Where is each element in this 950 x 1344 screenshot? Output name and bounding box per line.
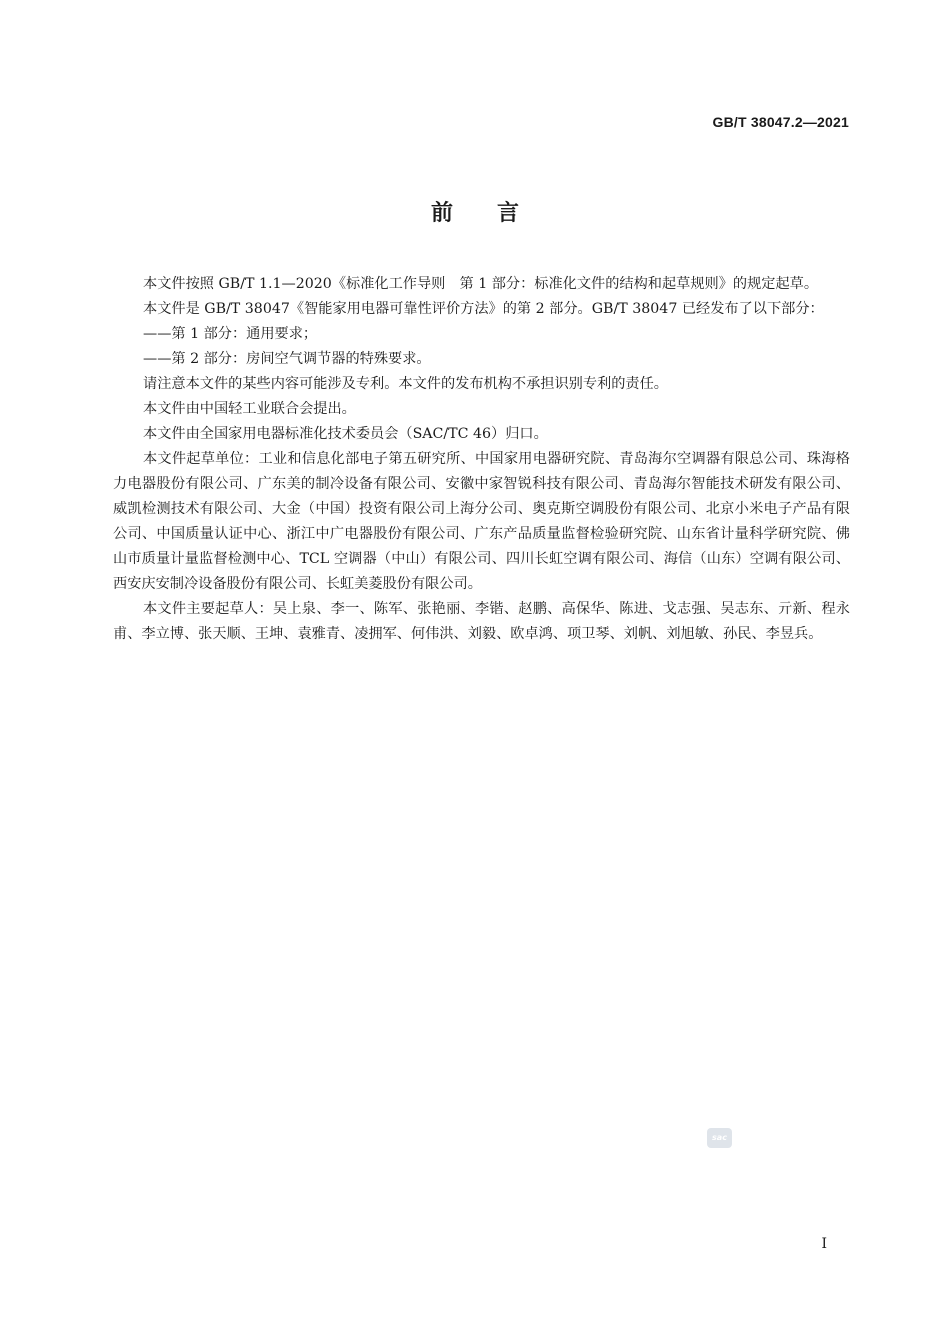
paragraph-series-intro: 本文件是 GB/T 38047《智能家用电器可靠性评价方法》的第 2 部分。GB/T 38047 已经发布了以下部分： <box>143 301 824 317</box>
paragraph-drafting-units: 本文件起草单位：工业和信息化部电子第五研究所、中国家用电器研究院、青岛海尔空调器有限总公司、珠海格力电器股份有限公司、广东美的制冷设备有限公司、安徽中家智锐科技有限公司、青岛海尔智能技术研发有限公司、威凯检测技术有限公司、大金（中国）投资有限公司上海分公司、奥克斯空调股份有限公司、北京小米电子产品有限公司、中国质量认证中心、浙江中广电器股份有限公司、广东产品质量监督检验研究院、山东省计量科学研究院、佛山市质量计量监督检测中心、TCL 空调器（中山）有限公司、四川长虹空调有限公司、海信（山东）空调有限公司、西安庆安制冷设备股份有限公司、长虹美菱股份有限公司。 <box>113 451 850 592</box>
page-number: I <box>821 1236 827 1252</box>
paragraph-committee: 本文件由全国家用电器标准化技术委员会（SAC/TC 46）归口。 <box>143 426 548 442</box>
foreword-body <box>113 272 850 647</box>
paragraph-drafters: 本文件主要起草人：吴上泉、李一、陈军、张艳丽、李锴、赵鹏、高保华、陈进、戈志强、吴志东、亓新、程永甫、李立博、张天顺、王坤、袁雅青、凌拥军、何伟洪、刘毅、欧卓鸿、项卫琴、刘帆、刘旭敏、孙民、李昱兵。 <box>113 601 850 642</box>
sac-watermark-logo: sac <box>707 1128 732 1148</box>
list-item-part-1: ——第 1 部分：通用要求； <box>143 326 318 342</box>
paragraph-drafting-rules: 本文件按照 GB/T 1.1—2020《标准化工作导则 第 1 部分：标准化文件的结构和起草规则》的规定起草。 <box>143 276 819 292</box>
page-title: 前言 <box>430 201 563 226</box>
document-code: GB/T 38047.2—2021 <box>712 114 849 130</box>
list-item-part-2: ——第 2 部分：房间空气调节器的特殊要求。 <box>143 351 431 367</box>
paragraph-patent-notice: 请注意本文件的某些内容可能涉及专利。本文件的发布机构不承担识别专利的责任。 <box>143 376 668 392</box>
paragraph-proposer: 本文件由中国轻工业联合会提出。 <box>143 401 356 417</box>
